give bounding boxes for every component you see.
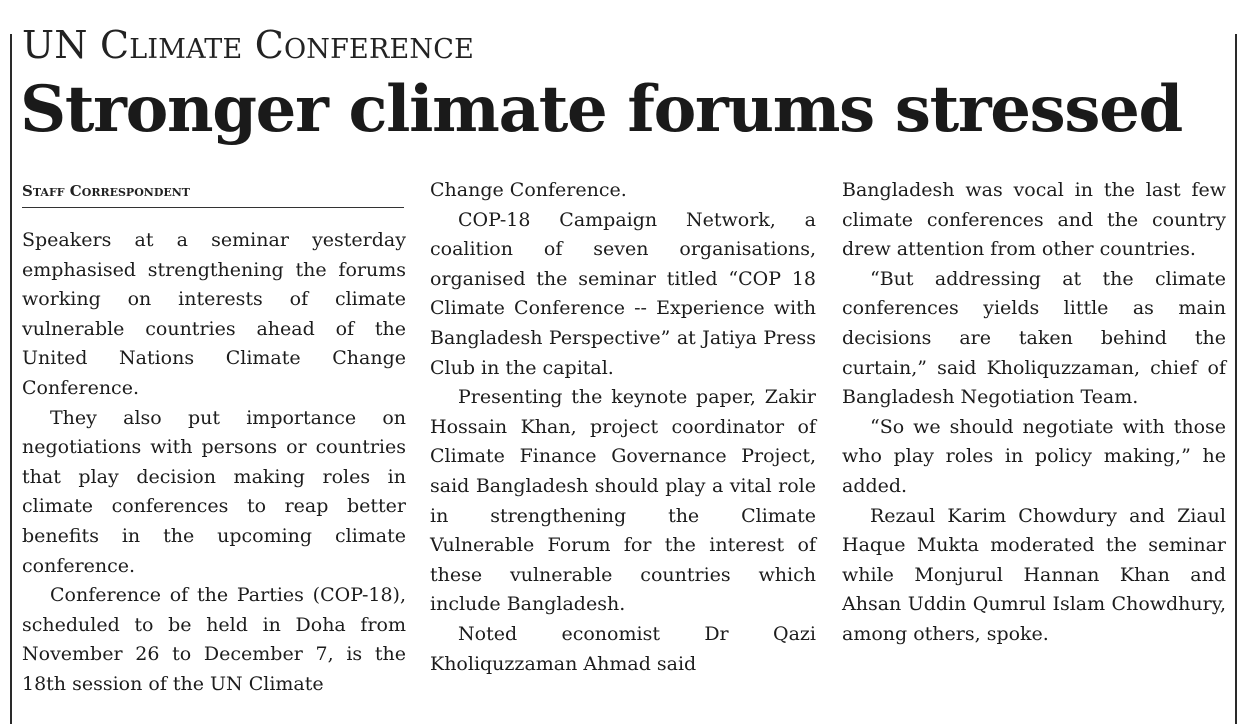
article-column-3 — [842, 176, 1226, 650]
paragraph: “So we should negotiate with those who play roles in policy making,” he added. — [842, 415, 1226, 497]
paragraph: “But addressing at the climate conferences yields little as main decisions are taken behind the curtain,” said Kholiquzzaman, chief of Bangladesh Negotiation Team. — [842, 267, 1226, 409]
paragraph: Change Conference. — [430, 179, 627, 201]
headline: Stronger climate forums stressed — [20, 72, 1182, 147]
article-column-1 — [22, 226, 406, 700]
article-column-2 — [430, 176, 816, 679]
paragraph: They also put importance on negotiations with persons or countries that play decision making roles in climate conferences to reap better benefits in the upcoming climate conference. — [22, 406, 406, 577]
paragraph: Bangladesh was vocal in the last few climate conferences and the country drew attention from other countries. — [842, 179, 1226, 261]
paragraph: Rezaul Karim Chowdury and Ziaul Haque Mukta moderated the seminar while Monjurul Hannan Khan and Ahsan Uddin Qumrul Islam Chowdhury, among others, spoke. — [842, 504, 1226, 645]
paragraph: Noted economist Dr Qazi Kholiquzzaman Ahmad said — [430, 622, 816, 675]
byline: Staff Correspondent — [22, 182, 404, 208]
paragraph: Presenting the keynote paper, Zakir Hossain Khan, project coordinator of Climate Finance Governance Project, said Bangladesh should play a vital role in strengthening the Climate Vulnerable Forum for the interest of these vulnerable countries which include Bangladesh. — [430, 386, 816, 616]
section-kicker: UN Climate Conference — [22, 23, 475, 67]
right-column-rule — [1235, 34, 1237, 724]
left-column-rule — [10, 34, 12, 724]
paragraph: COP-18 Campaign Network, a coalition of seven organisations, organised the seminar titled “COP 18 Climate Conference -- Experience with Bangladesh Perspective” at Jatiya Press Club in the capital. — [430, 208, 816, 379]
paragraph: Conference of the Parties (COP-18), scheduled to be held in Doha from November 26 to December 7, is the 18th session of the UN Climate — [22, 584, 406, 695]
paragraph: Speakers at a seminar yesterday emphasised strengthening the forums working on interests of climate vulnerable countries ahead of the United Nations Climate Change Conference. — [22, 229, 406, 399]
